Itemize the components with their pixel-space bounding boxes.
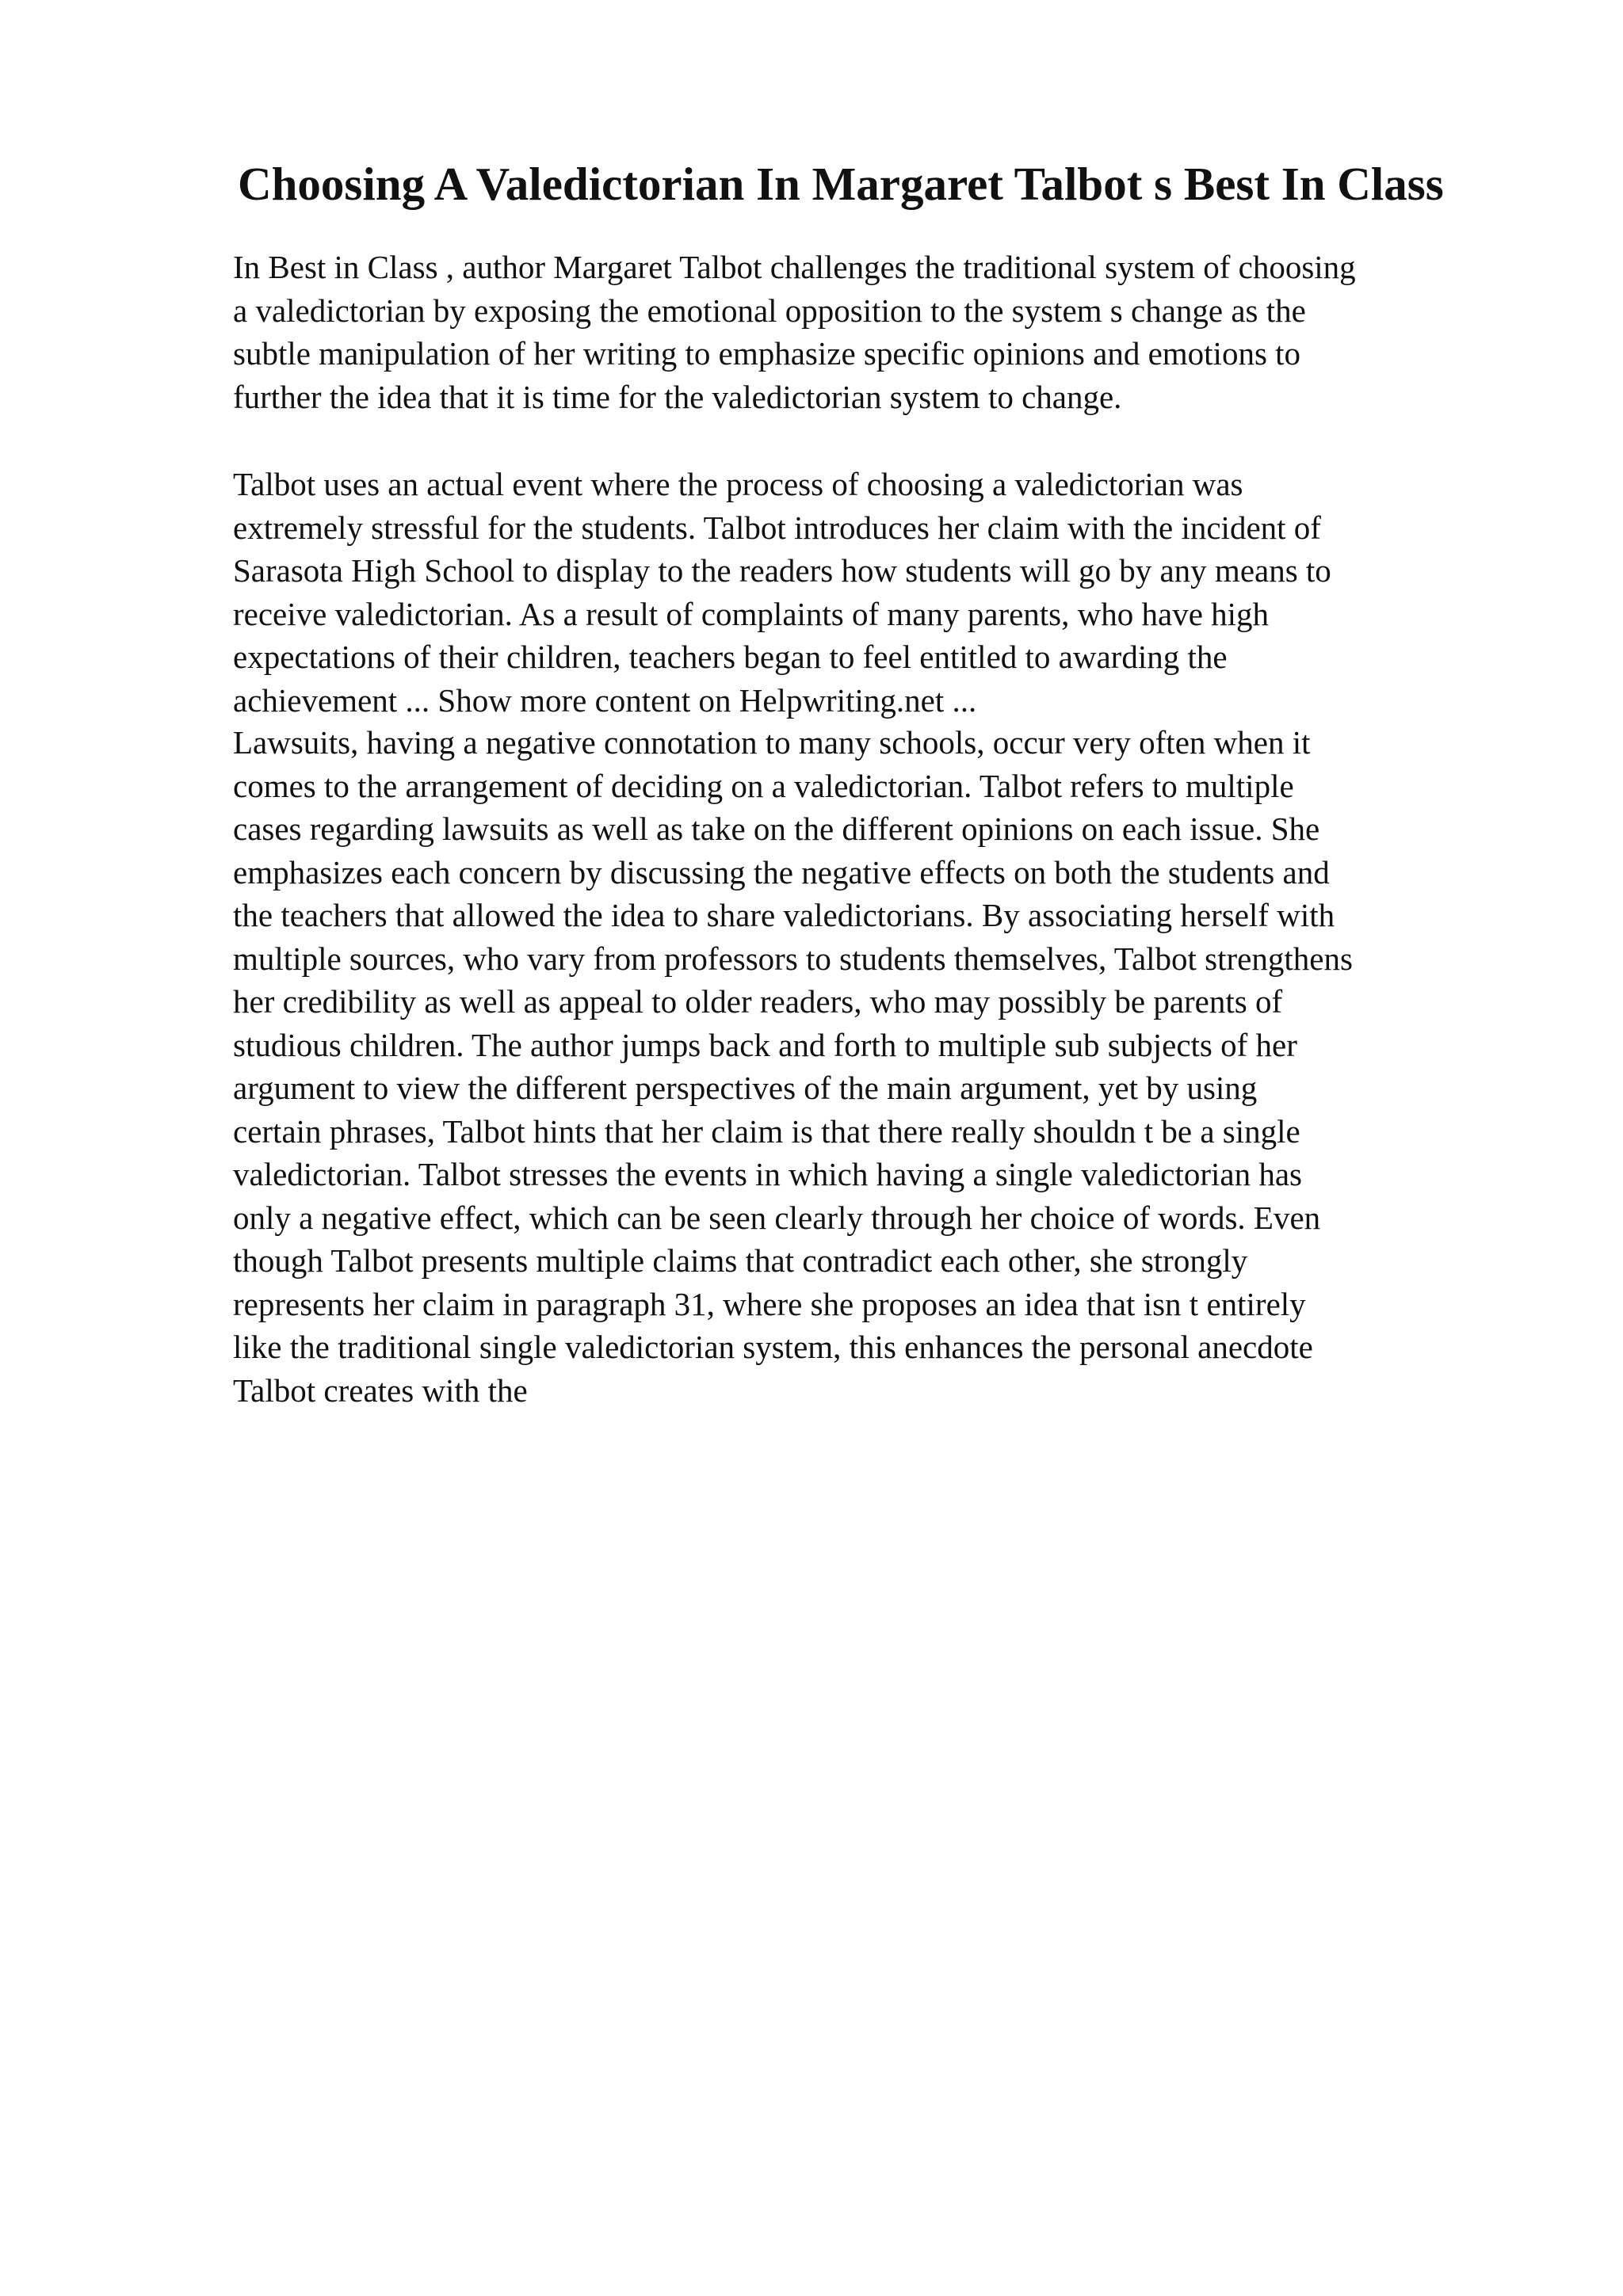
paragraph-intro	[233, 246, 1580, 418]
paragraph-lawsuits	[233, 721, 1580, 1412]
text-line: Lawsuits, having a negative connotation to many schools, occur very often when it	[233, 724, 1311, 761]
text-line: Talbot creates with the	[233, 1371, 528, 1409]
text-line: expectations of their children, teachers began to feel entitled to awarding the	[233, 639, 1228, 675]
text-line: receive valedictorian. As a result of complaints of many parents, who have high	[233, 595, 1270, 632]
text-line: only a negative effect, which can be seen clearly through her choice of words. Even	[233, 1199, 1321, 1236]
text-line: valedictorian. Talbot stresses the events in which having a single valedictorian has	[233, 1156, 1302, 1192]
text-line: a valedictorian by exposing the emotional opposition to the system s change as the	[233, 292, 1306, 329]
text-line: argument to view the different perspectives of the main argument, yet by using	[233, 1070, 1258, 1106]
text-line: In Best in Class , author Margaret Talbot challenges the traditional system of choosing	[233, 249, 1356, 285]
text-line: though Talbot presents multiple claims that contradict each other, she strongly	[233, 1242, 1248, 1279]
text-line: the teachers that allowed the idea to share valedictorians. By associating herself with	[233, 897, 1335, 933]
paragraph-event	[233, 463, 1580, 722]
text-line: extremely stressful for the students. Talbot introduces her claim with the incident of	[233, 509, 1321, 546]
text-line: certain phrases, Talbot hints that her claim is that there really shouldn t be a single	[233, 1112, 1300, 1150]
document-title: Choosing A Valedictorian In Margaret Talbot s Best In Class	[238, 158, 1444, 210]
text-line: further the idea that it is time for the valedictorian system to change.	[233, 378, 1122, 415]
text-line: multiple sources, who vary from professors to students themselves, Talbot strengthens	[233, 940, 1353, 977]
text-line: comes to the arrangement of deciding on a valedictorian. Talbot refers to multiple	[233, 767, 1294, 804]
text-line: like the traditional single valedictorian system, this enhances the personal anecdote	[233, 1329, 1313, 1365]
text-line: achievement ... Show more content on Helpwriting.net ...	[233, 681, 977, 719]
text-line: cases regarding lawsuits as well as take on the different opinions on each issue. She	[233, 810, 1320, 847]
text-line: her credibility as well as appeal to older readers, who may possibly be parents of	[233, 983, 1283, 1020]
text-line: represents her claim in paragraph 31, where she proposes an idea that isn t entirely	[233, 1285, 1306, 1322]
text-line: emphasizes each concern by discussing the negative effects on both the students and	[233, 853, 1330, 891]
text-line: subtle manipulation of her writing to emphasize specific opinions and emotions to	[233, 335, 1301, 372]
text-line: Sarasota High School to display to the readers how students will go by any means to	[233, 552, 1331, 589]
text-line: studious children. The author jumps back and forth to multiple sub subjects of her	[233, 1026, 1297, 1063]
text-line: Talbot uses an actual event where the process of choosing a valedictorian was	[233, 466, 1243, 502]
